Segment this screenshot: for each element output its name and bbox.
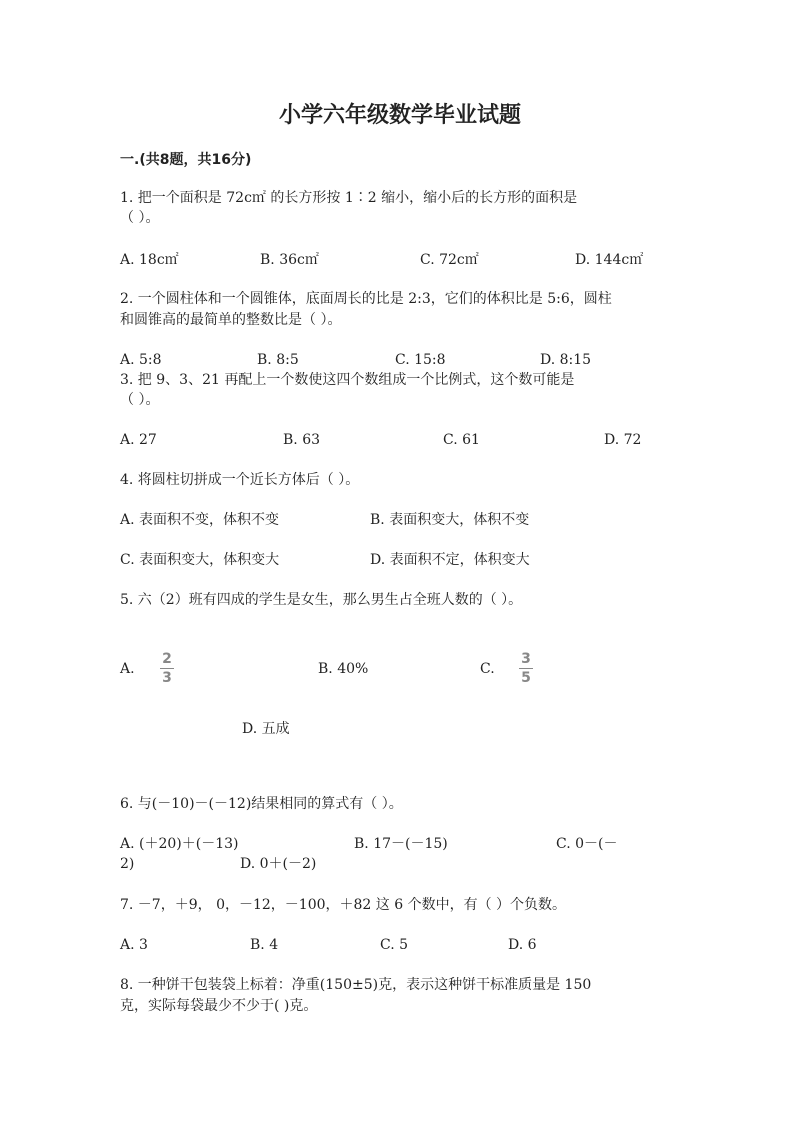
fraction-bar (519, 668, 533, 669)
question-4-option-c: C. 表面积变大，体积变大 (120, 552, 280, 568)
question-3-option-a: A. 27 (120, 432, 157, 448)
question-3-option-c: C. 61 (443, 432, 480, 448)
fraction-numerator: 3 (521, 651, 531, 667)
question-5-option-a: A. (120, 661, 135, 677)
question-5-option-c: C. (480, 661, 495, 677)
question-1-option-c: C. 72c㎡ (420, 252, 479, 268)
question-1-line-2: （ ）。 (120, 210, 160, 226)
question-6-option-c-continued: 2) (120, 856, 135, 872)
question-5-option-b: B. 40% (318, 661, 369, 677)
question-7-option-d: D. 6 (508, 937, 537, 953)
question-1-option-a: A. 18c㎡ (120, 252, 179, 268)
fraction-bar (160, 668, 174, 669)
question-6-option-a: A. (＋20)＋(－13) (120, 836, 239, 852)
question-8-line-1: 8. 一种饼干包装袋上标着：净重(150±5)克，表示这种饼干标准质量是 150 (120, 977, 592, 993)
question-6-option-c: C. 0－(－ (556, 836, 618, 852)
question-6-line-1: 6. 与(－10)－(－12)结果相同的算式有（ ）。 (120, 796, 403, 812)
question-3-option-d: D. 72 (604, 432, 642, 448)
section-heading: 一.(共8题，共16分) (120, 152, 252, 168)
question-7-option-c: C. 5 (380, 937, 409, 953)
question-2-option-c: C. 15:8 (395, 352, 446, 368)
question-2-option-d: D. 8:15 (540, 352, 592, 368)
question-8-line-2: 克，实际每袋最少不少于( )克。 (120, 998, 318, 1014)
page-title: 小学六年级数学毕业试题 (278, 103, 521, 128)
question-4-option-a: A. 表面积不变，体积不变 (120, 512, 280, 528)
question-2-option-b: B. 8:5 (257, 352, 299, 368)
question-4-option-d: D. 表面积不定，体积变大 (370, 552, 530, 568)
question-5-line-1: 5. 六（2）班有四成的学生是女生，那么男生占全班人数的（ ）。 (120, 592, 523, 608)
question-2-option-a: A. 5:8 (120, 352, 162, 368)
question-3-option-b: B. 63 (283, 432, 321, 448)
question-7-option-b: B. 4 (250, 937, 279, 953)
question-1-option-b: B. 36c㎡ (260, 252, 319, 268)
fraction-denominator: 5 (521, 670, 531, 686)
question-7-option-a: A. 3 (120, 937, 148, 953)
question-2-line-1: 2. 一个圆柱体和一个圆锥体，底面周长的比是 2:3，它们的体积比是 5:6，圆柱 (120, 291, 612, 307)
question-2-line-2: 和圆锥高的最简单的整数比是（ ）。 (120, 312, 342, 328)
question-4-option-b: B. 表面积变大，体积不变 (370, 512, 530, 528)
fraction-denominator: 3 (162, 670, 172, 686)
question-6-option-d: D. 0＋(－2) (240, 856, 317, 872)
question-3-line-2: （ ）。 (120, 392, 160, 408)
question-5-option-d: D. 五成 (242, 721, 290, 737)
fraction-two-thirds (160, 652, 174, 685)
question-7-line-1: 7. －7，＋9， 0，－12，－100，＋82 这 6 个数中，有（ ）个负数。 (120, 897, 567, 913)
question-1-line-1: 1. 把一个面积是 72c㎡ 的长方形按 1∶2 缩小，缩小后的长方形的面积是 (120, 190, 578, 206)
fraction-numerator: 2 (162, 651, 172, 667)
question-6-option-b: B. 17－(－15) (354, 836, 448, 852)
fraction-three-fifths (519, 652, 533, 685)
question-4-line-1: 4. 将圆柱切拼成一个近长方体后（ ）。 (120, 472, 360, 488)
question-3-line-1: 3. 把 9、3、21 再配上一个数使这四个数组成一个比例式，这个数可能是 (120, 372, 575, 388)
question-1-option-d: D. 144c㎡ (575, 252, 644, 268)
